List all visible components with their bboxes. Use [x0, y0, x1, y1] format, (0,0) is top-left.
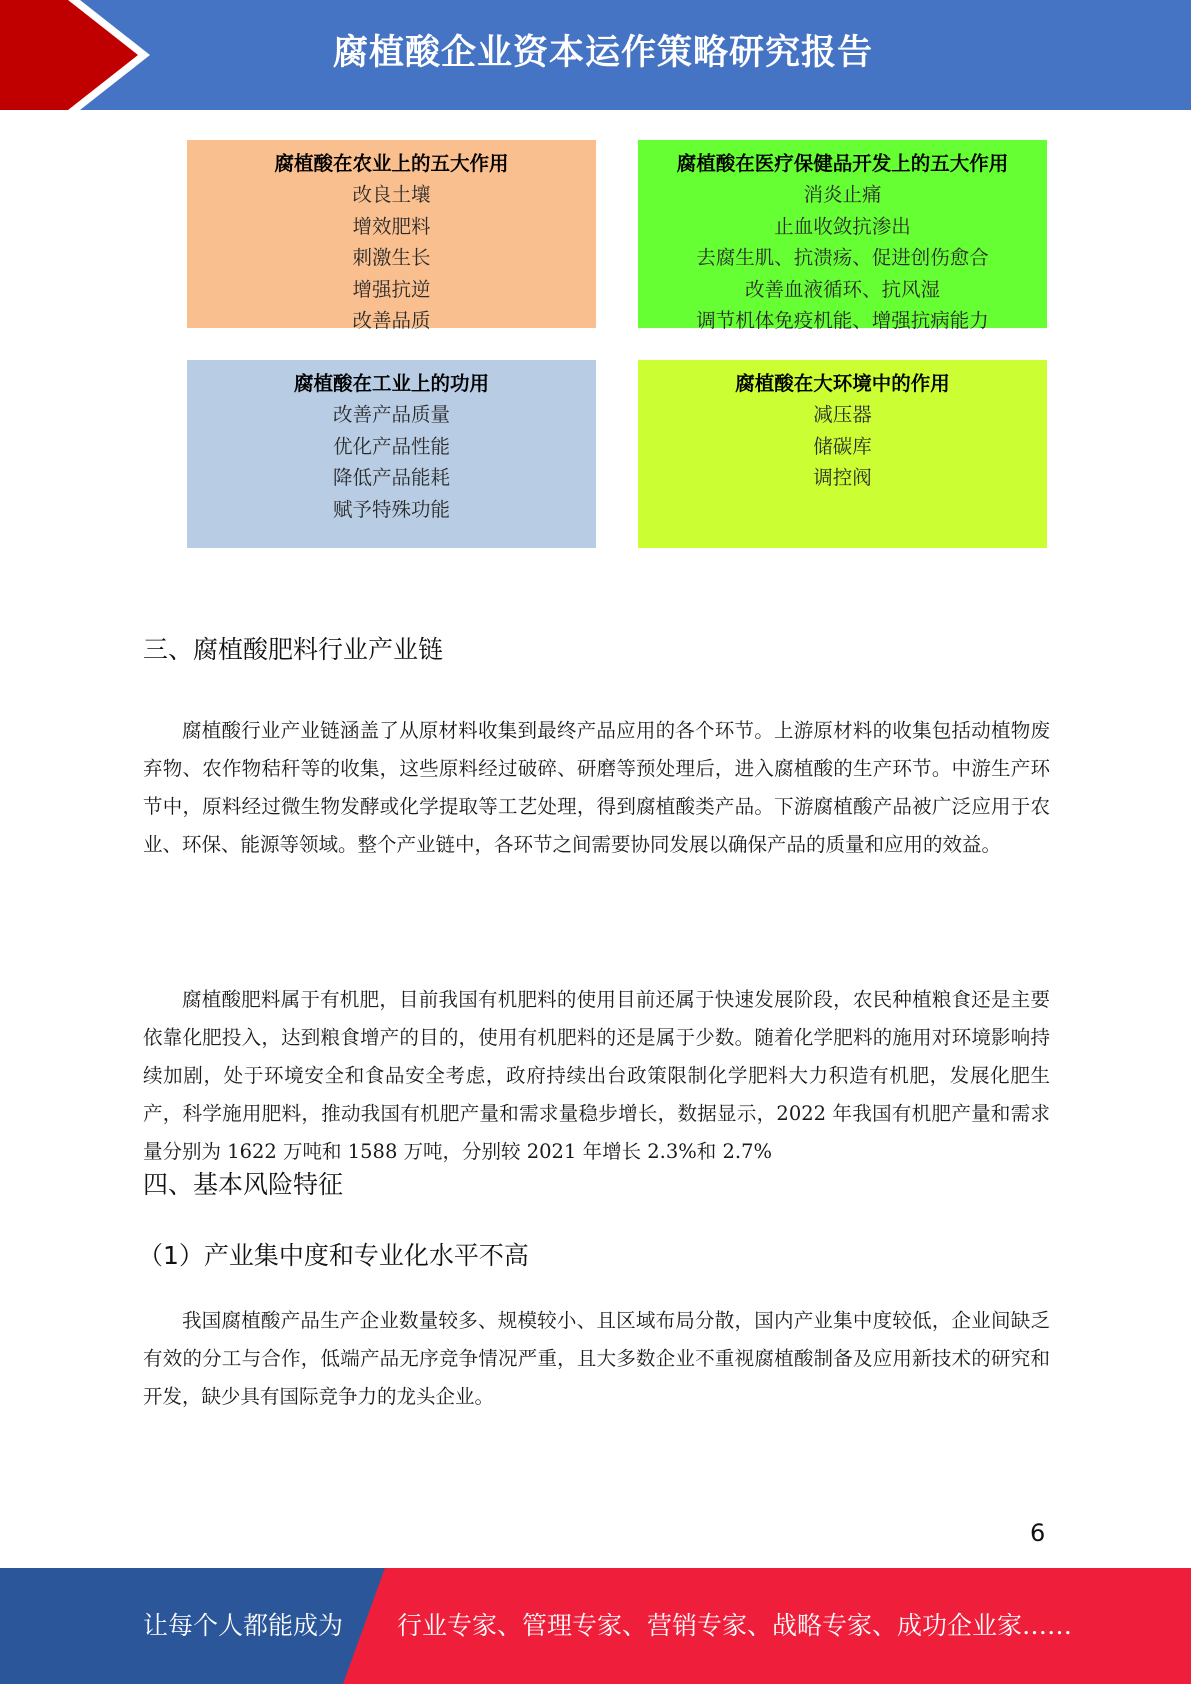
box-item: 去腐生肌、抗溃疡、促进创伤愈合 [696, 246, 989, 269]
box-title: 腐植酸在医疗保健品开发上的五大作用 [676, 152, 1009, 175]
paragraph-industry-concentration: 我国腐植酸产品生产企业数量较多、规模较小、且区域布局分散，国内产业集中度较低，企业间缺乏有效的分工与合作，低端产品无序竞争情况严重，且大多数企业不重视腐植酸制备及应用新技术的研究和开发，缺少具有国际竞争力的龙头企业。 [143, 1309, 1050, 1408]
page-number: 6 [1030, 1519, 1046, 1547]
footer-slogan-left: 让每个人都能成为 [143, 1611, 344, 1640]
box-item: 调节机体免疫机能、增强抗病能力 [696, 309, 989, 332]
report-title: 腐植酸企业资本运作策略研究报告 [332, 33, 873, 73]
box-item: 调控阀 [813, 466, 872, 489]
box-item: 消炎止痛 [803, 183, 882, 206]
box-title: 腐植酸在大环境中的作用 [735, 372, 950, 395]
paragraph-organic-fertilizer: 腐植酸肥料属于有机肥，目前我国有机肥料的使用目前还属于快速发展阶段，农民种植粮食还是主要依靠化肥投入，达到粮食增产的目的，使用有机肥料的还是属于少数。随着化学肥料的施用对环境影响持续加剧，处于环境安全和食品安全考虑，政府持续出台政策限制化学肥料大力积造有机肥，发展化肥生产，科学施用肥料，推动我国有机肥产量和需求量稳步增长，数据显示，2022 年我国有机肥产量和需求量分别为 1622 万吨和 1588 万吨，分别较 2021 年增长 2.3%和 2.7% [143, 988, 1050, 1163]
industry-functions-box [187, 360, 596, 548]
medical-functions-box [638, 140, 1047, 332]
box-item: 止血收敛抗渗出 [774, 214, 911, 238]
box-item: 增强抗逆 [352, 277, 431, 301]
subheading-industry-concentration: （1）产业集中度和专业化水平不高 [138, 1241, 529, 1270]
page-footer [0, 1568, 1191, 1684]
box-title: 腐植酸在工业上的功用 [293, 372, 489, 395]
box-item: 降低产品能耗 [332, 466, 450, 489]
environment-functions-box [638, 360, 1047, 548]
box-item: 赋予特殊功能 [332, 497, 450, 521]
section-heading-risk-features: 四、基本风险特征 [143, 1170, 344, 1199]
box-item: 改善品质 [352, 309, 431, 332]
box-item: 改善血液循环、抗风湿 [744, 277, 940, 301]
section-heading-industry-chain: 三、腐植酸肥料行业产业链 [143, 635, 444, 664]
paragraph-industry-chain: 腐植酸行业产业链涵盖了从原材料收集到最终产品应用的各个环节。上游原材料的收集包括动植物废弃物、农作物秸秆等的收集，这些原料经过破碎、研磨等预处理后，进入腐植酸的生产环节。中游生产环节中，原料经过微生物发酵或化学提取等工艺处理，得到腐植酸类产品。下游腐植酸产品被广泛应用于农业、环保、能源等领域。整个产业链中，各环节之间需要协同发展以确保产品的质量和应用的效益。 [143, 719, 1050, 856]
box-item: 改善产品质量 [332, 403, 450, 426]
box-item: 增效肥料 [352, 214, 431, 238]
box-item: 刺激生长 [352, 246, 431, 269]
box-item: 优化产品性能 [332, 434, 450, 458]
box-item: 储碳库 [813, 434, 872, 458]
box-title: 腐植酸在农业上的五大作用 [274, 152, 509, 175]
agriculture-functions-box [187, 140, 596, 332]
footer-slogan-right: 行业专家、管理专家、营销专家、战略专家、成功企业家…… [397, 1611, 1073, 1640]
box-item: 减压器 [813, 403, 872, 426]
page-header [0, 0, 1191, 110]
box-item: 改良土壤 [352, 183, 431, 206]
